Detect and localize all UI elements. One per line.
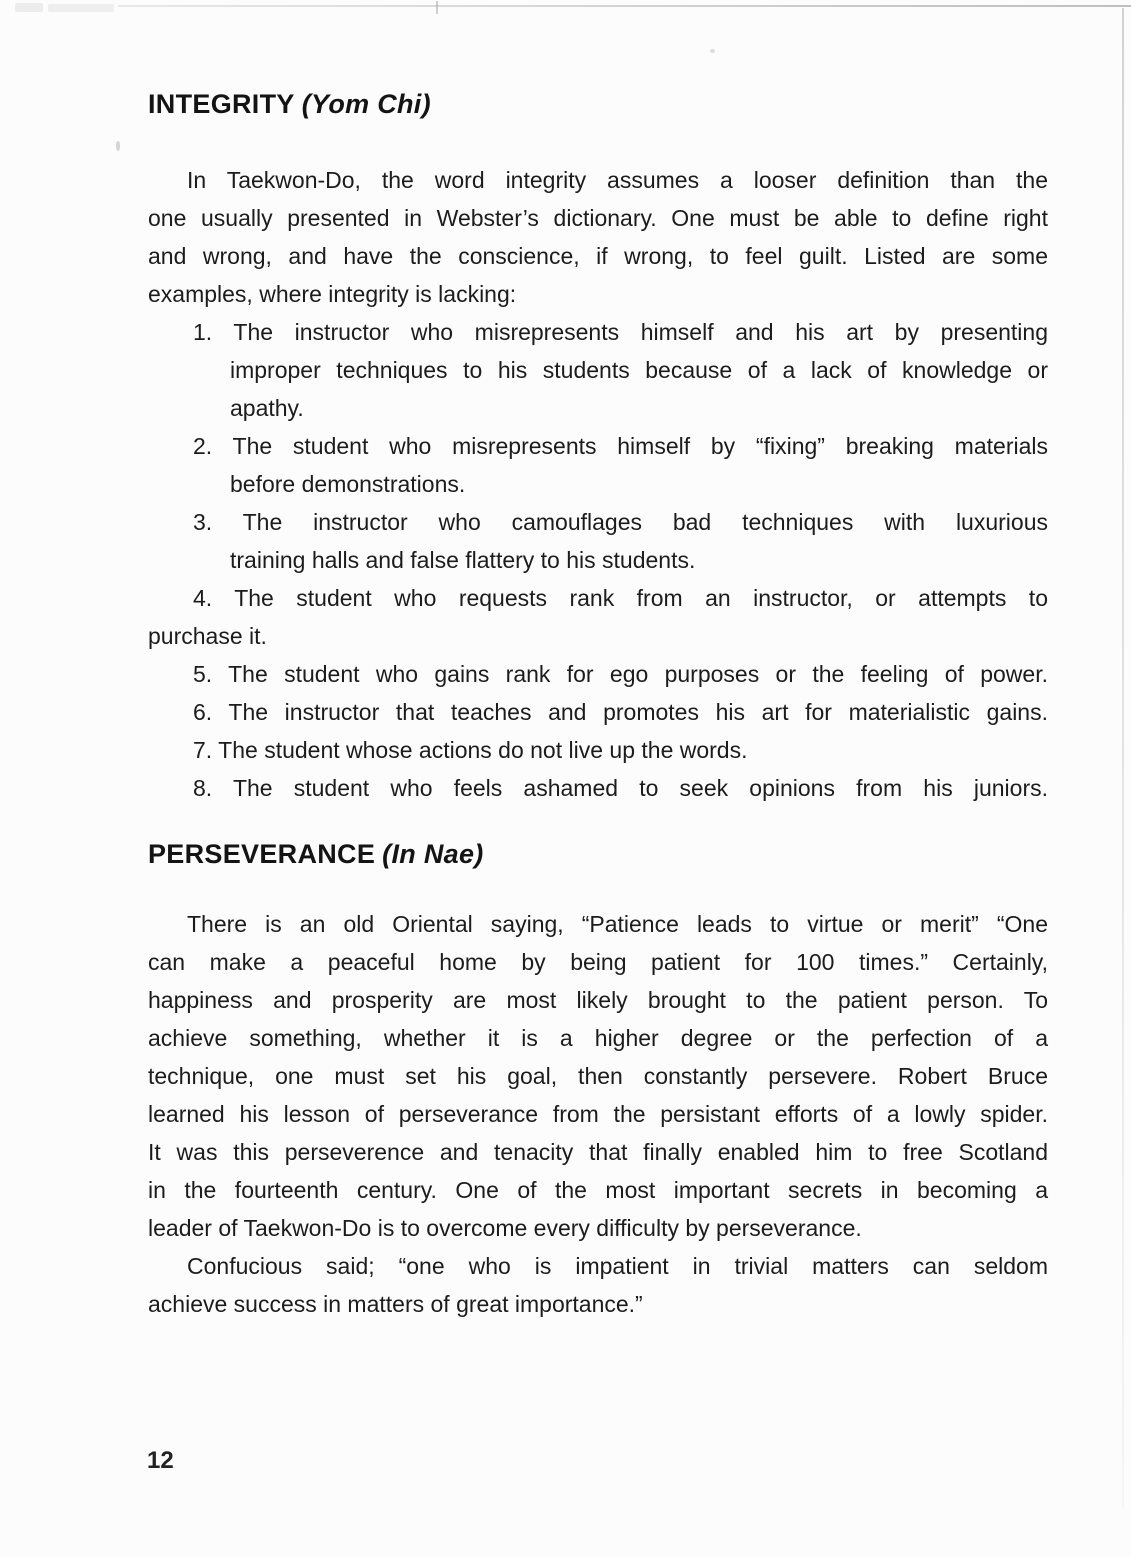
list-item-line (193, 427, 1048, 465)
integrity-intro-paragraph (148, 161, 1048, 313)
scan-artifact-smudge (48, 4, 114, 12)
paragraph-line: Confucious said; “one who is impatient in trivial matters can seldom (187, 1253, 1048, 1279)
paragraph-line: one usually presented in Webster’s dictionary. One must be able to define right (148, 205, 1048, 231)
confucius-paragraph (148, 1247, 1048, 1323)
integrity-heading-title: INTEGRITY (148, 89, 295, 119)
list-item-line: improper techniques to his students because of a lack of knowledge or (230, 357, 1048, 383)
list-item-line: before demonstrations. (230, 471, 466, 497)
paragraph-line: happiness and prosperity are most likely brought to the patient person. To (148, 987, 1048, 1013)
list-item-line (193, 655, 1048, 693)
paragraph-line: achieve something, whether it is a higher degree or the perfection of a (148, 1025, 1048, 1051)
list-item-text: The instructor who misrepresents himself and his art by presenting (233, 319, 1048, 345)
list-item-text: The student whose actions do not live up the words. (218, 737, 748, 763)
paragraph-line: can make a peaceful home by being patient for 100 times.” Certainly, (148, 949, 1048, 975)
yom-chi-subtitle: (Yom Chi) (301, 89, 431, 119)
list-item-number: 5. (193, 661, 213, 687)
list-item-line (193, 579, 1048, 617)
list-item-number: 6. (193, 699, 213, 725)
integrity-heading (148, 89, 431, 120)
perseverance-heading-title: PERSEVERANCE (148, 839, 376, 869)
list-item-line (193, 769, 1048, 807)
list-item-number: 8. (193, 775, 213, 801)
paragraph-line: In Taekwon-Do, the word integrity assumes a looser definition than the (187, 167, 1048, 193)
paragraph-line: achieve success in matters of great importance.” (148, 1291, 643, 1317)
list-item-number: 1. (193, 319, 213, 345)
list-item-number: 2. (193, 433, 213, 459)
list-item-line (193, 503, 1048, 541)
list-item-text: The instructor that teaches and promotes his art for materialistic gains. (228, 699, 1048, 725)
list-item-number: 3. (193, 509, 213, 535)
scan-artifact-right-edge (1122, 8, 1124, 1508)
page-number: 12 (147, 1447, 174, 1474)
paragraph-line: There is an old Oriental saying, “Patience leads to virtue or merit” “One (187, 911, 1048, 937)
scan-artifact-top-line (118, 5, 1131, 7)
paragraph-line: It was this perseverence and tenacity that finally enabled him to free Scotland (148, 1139, 1048, 1165)
in-nae-subtitle: (In Nae) (382, 839, 484, 869)
paragraph-line: technique, one must set his goal, then constantly persevere. Robert Bruce (148, 1063, 1048, 1089)
list-item-number: 7. (193, 737, 213, 763)
list-item-line (193, 313, 1048, 351)
list-item-line: purchase it. (148, 623, 267, 649)
list-item-text: The instructor who camouflages bad techniques with luxurious (242, 509, 1048, 535)
perseverance-heading (148, 839, 484, 870)
list-item-text: The student who misrepresents himself by “fixing” breaking materials (232, 433, 1048, 459)
scan-artifact-tick (436, 1, 438, 14)
paragraph-line: examples, where integrity is lacking: (148, 281, 517, 307)
paragraph-line: learned his lesson of perseverance from the persistant efforts of a lowly spider. (148, 1101, 1048, 1127)
list-item-line (193, 693, 1048, 731)
list-item-line (193, 731, 1048, 769)
paragraph-line: and wrong, and have the conscience, if wrong, to feel guilt. Listed are some (148, 243, 1048, 269)
list-item-text: The student who gains rank for ego purposes or the feeling of power. (228, 661, 1048, 687)
scan-artifact-speck (710, 49, 715, 53)
list-item-line: training halls and false flattery to his students. (230, 547, 696, 573)
scan-artifact-smudge (15, 3, 43, 12)
list-item-line: apathy. (230, 395, 304, 421)
perseverance-paragraph (148, 905, 1048, 1247)
scan-artifact-speck (116, 141, 120, 151)
integrity-examples-list (148, 313, 1048, 807)
paragraph-line: in the fourteenth century. One of the most important secrets in becoming a (148, 1177, 1048, 1203)
paragraph-line: leader of Taekwon-Do is to overcome every difficulty by perseverance. (148, 1215, 862, 1241)
list-item-text: The student who feels ashamed to seek opinions from his juniors. (232, 775, 1048, 801)
list-item-text: The student who requests rank from an instructor, or attempts to (234, 585, 1048, 611)
list-item-number: 4. (193, 585, 213, 611)
